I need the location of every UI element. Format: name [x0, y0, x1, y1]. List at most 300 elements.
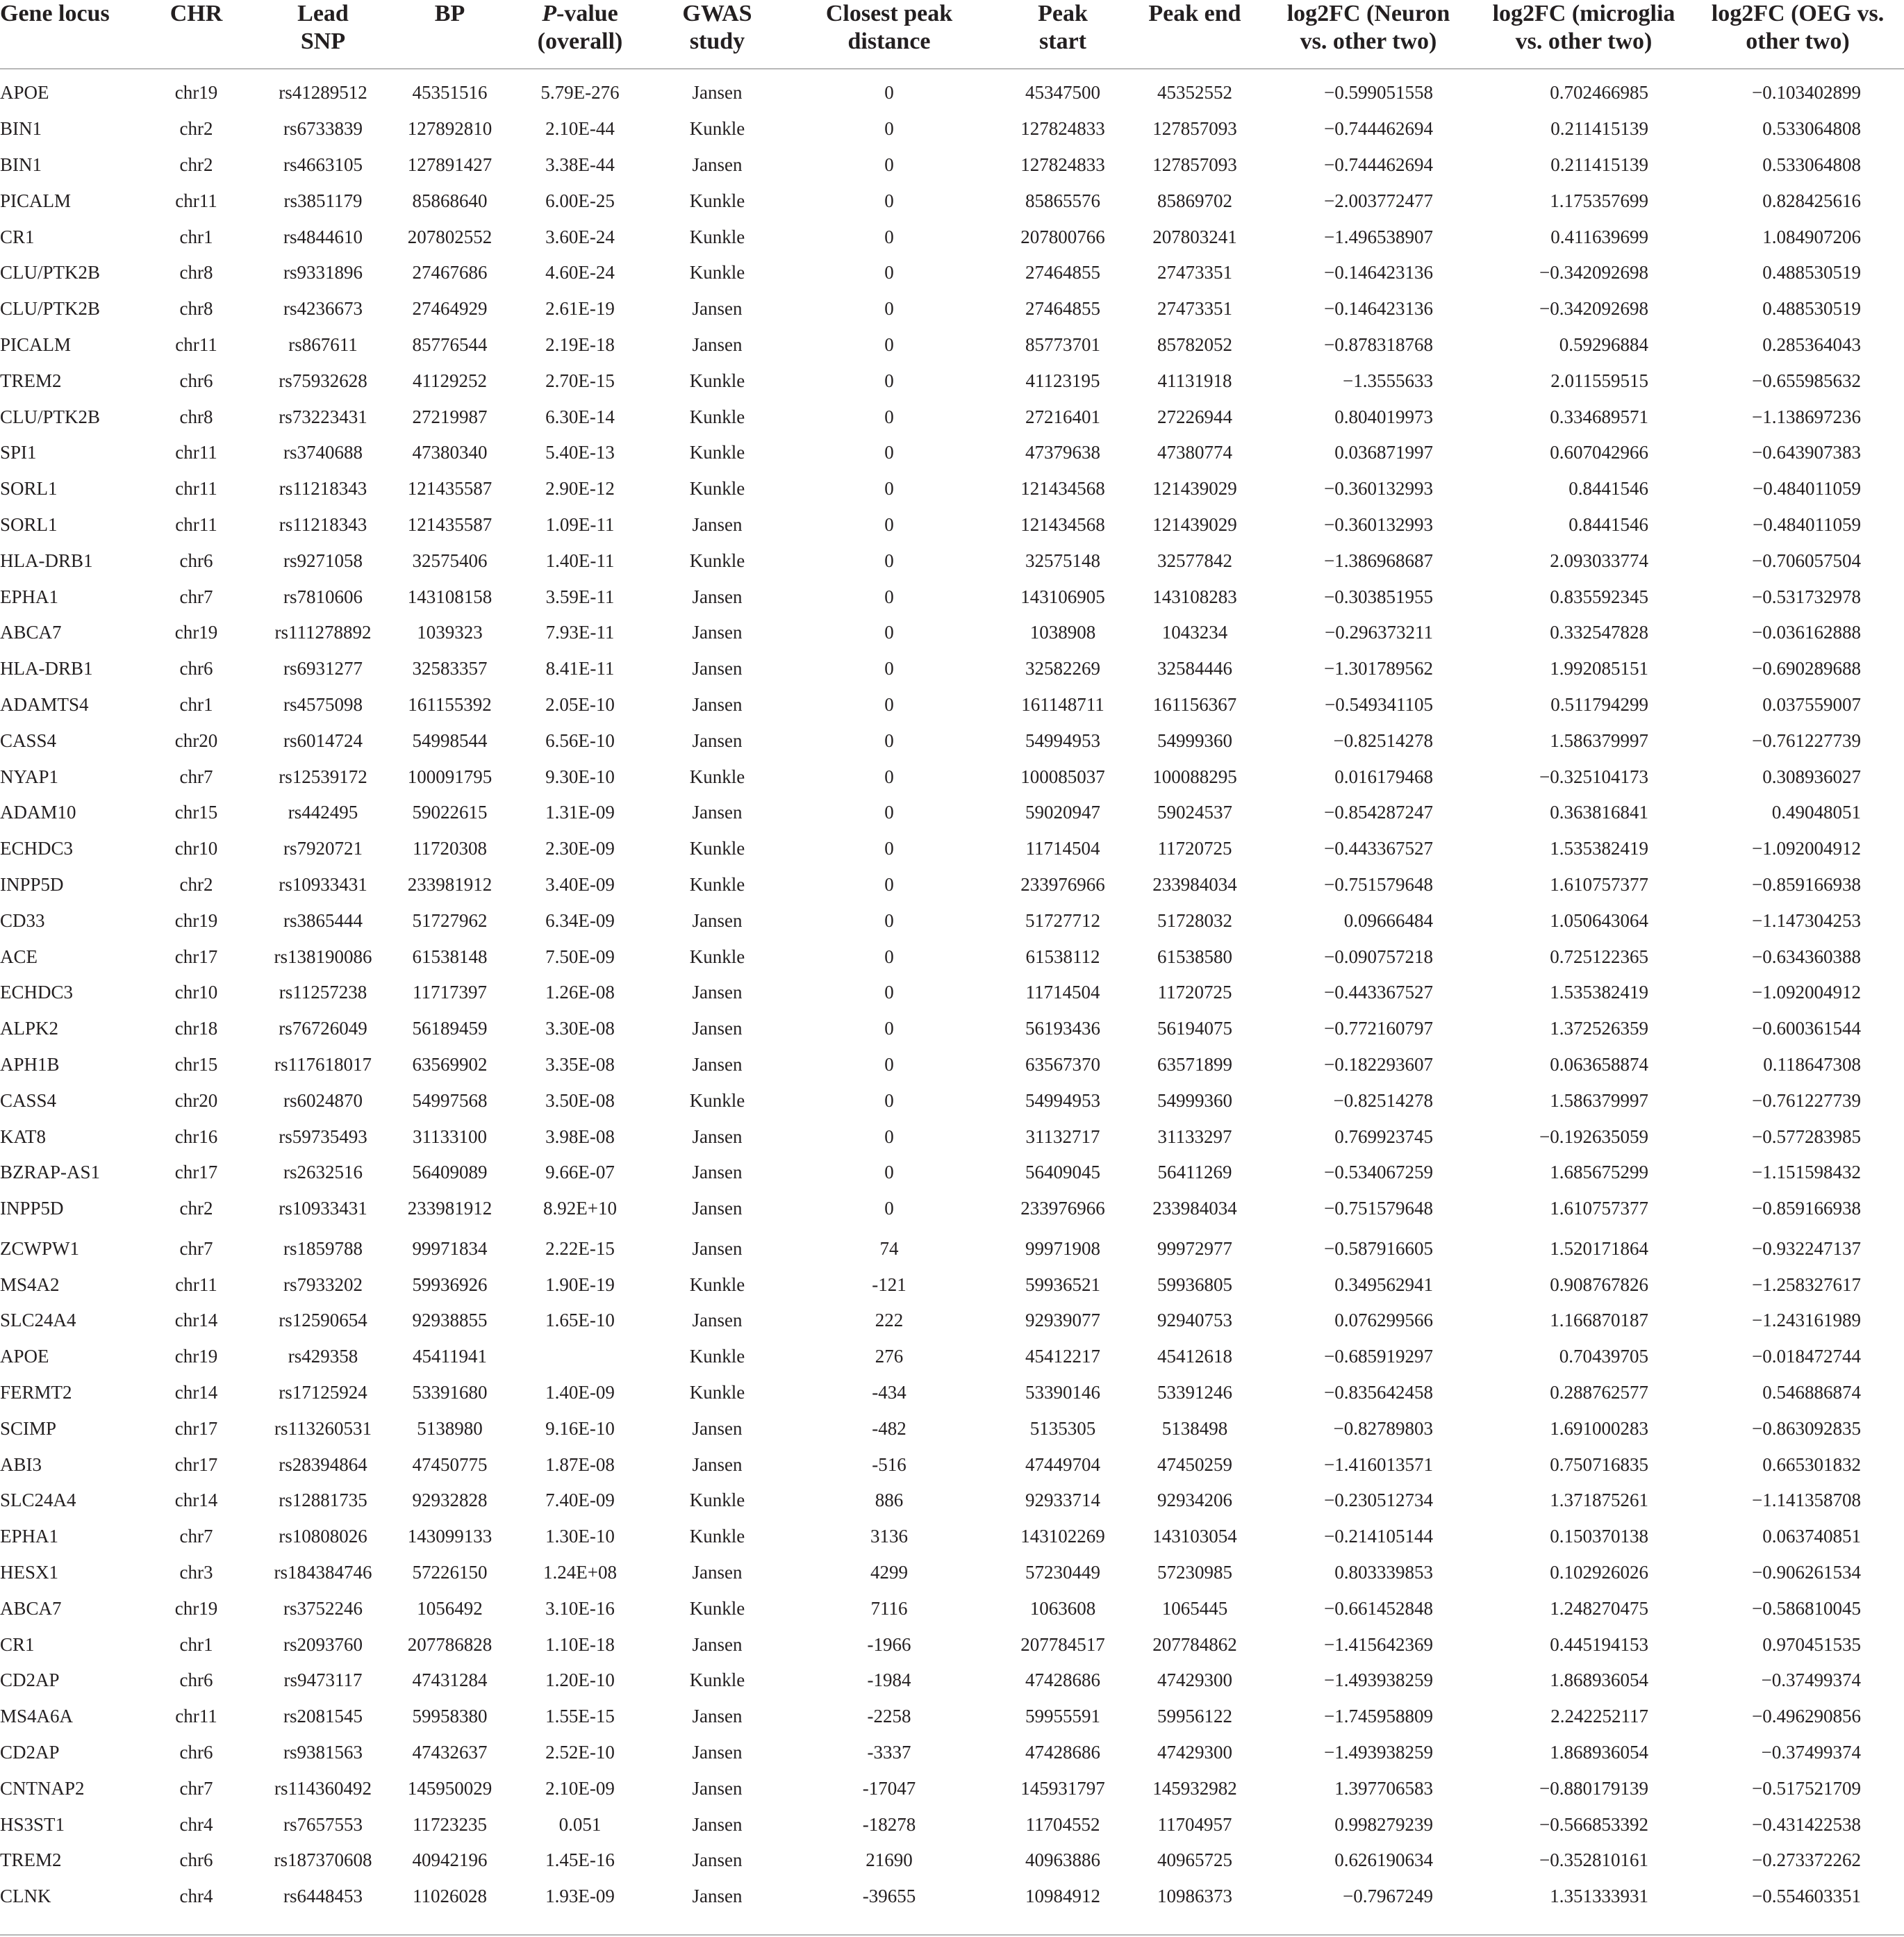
cell-bp: 54997568	[412, 1089, 488, 1111]
cell-gene-locus: SLC24A4	[0, 1310, 76, 1331]
cell-p-value: 1.65E-10	[545, 1310, 615, 1331]
cell-gwas-study: Kunkle	[689, 478, 745, 500]
cell-gwas-study: Kunkle	[689, 1526, 745, 1547]
cell-peak-end: 54999360	[1157, 1089, 1232, 1111]
cell-p-value: 8.92E+10	[543, 1198, 617, 1219]
cell-peak-end: 1065445	[1161, 1597, 1228, 1619]
cell-chr: chr6	[179, 1670, 213, 1691]
cell-peak-start: 121434568	[1020, 513, 1105, 535]
cell-gwas-study: Kunkle	[689, 190, 745, 211]
cell-log2fc-oeg: −0.690289688	[1752, 658, 1861, 679]
cell-peak-end: 59024537	[1157, 802, 1232, 823]
cell-closest-peak-distance: 0	[884, 406, 894, 427]
cell-peak-end: 85782052	[1157, 333, 1232, 355]
cell-p-value: 9.66E-07	[545, 1162, 615, 1183]
cell-log2fc-oeg: −0.643907383	[1752, 442, 1861, 463]
cell-peak-end: 10986373	[1157, 1886, 1232, 1907]
cell-gwas-study: Kunkle	[689, 838, 745, 859]
cell-closest-peak-distance: 0	[884, 370, 894, 391]
cell-lead-snp: rs28394864	[279, 1453, 367, 1475]
table-row	[0, 1735, 1904, 1771]
header-gwas-study	[653, 0, 781, 69]
cell-gwas-study: Jansen	[692, 513, 743, 535]
cell-bp: 57226150	[412, 1562, 488, 1583]
cell-log2fc-microglia: 0.211415139	[1550, 154, 1648, 175]
cell-log2fc-neuron: −2.003772477	[1324, 190, 1433, 211]
cell-log2fc-oeg: −0.655985632	[1752, 370, 1861, 391]
cell-gene-locus: BIN1	[0, 154, 42, 175]
table-row	[0, 1303, 1904, 1339]
table-row	[0, 1519, 1904, 1555]
table-row	[0, 831, 1904, 867]
cell-peak-start: 207800766	[1020, 226, 1105, 247]
cell-p-value: 3.30E-08	[545, 1018, 615, 1039]
cell-closest-peak-distance: 0	[884, 442, 894, 463]
table-row	[0, 1590, 1904, 1626]
cell-log2fc-microglia: −0.342092698	[1539, 262, 1648, 283]
cell-lead-snp: rs429358	[288, 1346, 358, 1367]
cell-chr: chr17	[174, 946, 218, 967]
cell-p-value: 4.60E-24	[545, 262, 615, 283]
cell-log2fc-oeg: 1.084907206	[1762, 226, 1861, 247]
cell-gwas-study: Kunkle	[689, 946, 745, 967]
cell-gwas-study: Kunkle	[689, 1597, 745, 1619]
table-row	[0, 1082, 1904, 1119]
cell-log2fc-neuron: −0.587916605	[1324, 1237, 1433, 1259]
cell-peak-end: 233984034	[1152, 873, 1237, 895]
table-row	[0, 147, 1904, 183]
cell-log2fc-microglia: −0.342092698	[1539, 298, 1648, 320]
cell-bp: 47432637	[412, 1742, 488, 1763]
bottom-rule	[0, 1934, 1904, 1936]
cell-gwas-study: Kunkle	[689, 873, 745, 895]
cell-bp: 92938855	[412, 1310, 488, 1331]
cell-gene-locus: TREM2	[0, 1849, 62, 1871]
cell-gene-locus: EPHA1	[0, 586, 59, 607]
cell-gene-locus: CR1	[0, 226, 35, 247]
cell-peak-end: 45352552	[1157, 82, 1232, 104]
table-row	[0, 867, 1904, 903]
table-body	[0, 69, 1904, 1915]
cell-lead-snp: rs3851179	[283, 190, 363, 211]
cell-closest-peak-distance: 0	[884, 118, 894, 140]
header-peak-start-line2: start	[1039, 28, 1086, 54]
cell-peak-end: 11720725	[1157, 982, 1232, 1003]
cell-closest-peak-distance: 0	[884, 693, 894, 715]
cell-log2fc-oeg: 0.828425616	[1762, 190, 1861, 211]
cell-gwas-study: Jansen	[692, 1310, 743, 1331]
cell-log2fc-oeg: −0.431422538	[1752, 1813, 1861, 1835]
table-row	[0, 255, 1904, 291]
cell-peak-start: 161148711	[1021, 693, 1104, 715]
cell-log2fc-microglia: 1.520171864	[1550, 1237, 1648, 1259]
cell-chr: chr19	[174, 1597, 218, 1619]
cell-chr: chr11	[175, 513, 217, 535]
cell-peak-end: 100088295	[1152, 766, 1237, 787]
cell-log2fc-neuron: 0.626190634	[1334, 1849, 1433, 1871]
cell-log2fc-microglia: 0.150370138	[1550, 1526, 1648, 1547]
cell-p-value: 9.30E-10	[545, 766, 615, 787]
table-row	[0, 687, 1904, 723]
cell-peak-end: 143108283	[1152, 586, 1237, 607]
cell-closest-peak-distance: 0	[884, 333, 894, 355]
cell-peak-start: 47428686	[1025, 1742, 1100, 1763]
cell-p-value: 5.40E-13	[545, 442, 615, 463]
cell-log2fc-neuron: −1.416013571	[1324, 1453, 1433, 1475]
cell-gwas-study: Kunkle	[689, 1274, 745, 1295]
cell-peak-start: 47379638	[1025, 442, 1100, 463]
cell-lead-snp: rs3740688	[283, 442, 363, 463]
cell-log2fc-microglia: 0.607042966	[1550, 442, 1648, 463]
header-chr-line1: CHR	[169, 1, 223, 26]
cell-bp: 143108158	[407, 586, 492, 607]
cell-p-value: 6.34E-09	[545, 909, 615, 931]
cell-chr: chr2	[179, 118, 213, 140]
cell-log2fc-oeg: 0.546886874	[1762, 1382, 1861, 1403]
table-row	[0, 327, 1904, 363]
table-row	[0, 1699, 1904, 1735]
cell-p-value: 1.31E-09	[545, 802, 615, 823]
cell-gene-locus: HESX1	[0, 1562, 59, 1583]
cell-p-value: 2.19E-18	[545, 333, 615, 355]
cell-gwas-study: Jansen	[692, 1417, 743, 1439]
cell-peak-end: 1043234	[1161, 622, 1228, 643]
cell-peak-start: 11704552	[1025, 1813, 1100, 1835]
cell-p-value: 1.09E-11	[545, 513, 615, 535]
cell-chr: chr18	[174, 1018, 218, 1039]
cell-gene-locus: ADAMTS4	[0, 693, 89, 715]
header-gene-locus-line1: Gene locus	[0, 1, 110, 26]
cell-log2fc-oeg: 0.49048051	[1771, 802, 1861, 823]
table-row	[0, 1155, 1904, 1191]
cell-gwas-study: Jansen	[692, 622, 743, 643]
cell-gwas-study: Jansen	[692, 730, 743, 751]
cell-p-value: 1.20E-10	[545, 1670, 615, 1691]
header-gene-locus	[0, 0, 139, 69]
cell-bp: 47431284	[412, 1670, 488, 1691]
cell-gwas-study: Kunkle	[689, 406, 745, 427]
cell-peak-end: 56411269	[1157, 1162, 1232, 1183]
cell-peak-start: 100085037	[1020, 766, 1105, 787]
cell-peak-end: 32584446	[1157, 658, 1232, 679]
cell-log2fc-neuron: 1.397706583	[1334, 1777, 1433, 1799]
cell-p-value: 1.10E-18	[545, 1633, 615, 1655]
cell-peak-end: 85869702	[1157, 190, 1232, 211]
cell-log2fc-neuron: 0.036871997	[1334, 442, 1433, 463]
cell-log2fc-microglia: 1.535382419	[1550, 838, 1648, 859]
cell-p-value: 2.61E-19	[545, 298, 615, 320]
cell-closest-peak-distance: 0	[884, 982, 894, 1003]
header-p-value	[507, 0, 653, 69]
cell-peak-start: 11714504	[1025, 838, 1100, 859]
table-row	[0, 1446, 1904, 1483]
cell-gene-locus: APOE	[0, 82, 49, 104]
cell-closest-peak-distance: 0	[884, 513, 894, 535]
cell-log2fc-neuron: −1.3555633	[1343, 370, 1433, 391]
cell-log2fc-microglia: 0.8441546	[1568, 513, 1648, 535]
cell-log2fc-oeg: −0.859166938	[1752, 873, 1861, 895]
cell-closest-peak-distance: 0	[884, 298, 894, 320]
cell-chr: chr6	[179, 1742, 213, 1763]
cell-lead-snp: rs4844610	[283, 226, 363, 247]
cell-gene-locus: CD2AP	[0, 1742, 60, 1763]
cell-log2fc-microglia: 1.610757377	[1550, 873, 1648, 895]
cell-chr: chr7	[179, 1237, 213, 1259]
cell-gwas-study: Kunkle	[689, 1490, 745, 1511]
cell-gwas-study: Jansen	[692, 982, 743, 1003]
cell-peak-start: 11714504	[1025, 982, 1100, 1003]
cell-lead-snp: rs10933431	[279, 873, 367, 895]
cell-peak-start: 92939077	[1025, 1310, 1100, 1331]
cell-peak-start: 54994953	[1025, 730, 1100, 751]
cell-peak-end: 41131918	[1157, 370, 1232, 391]
cell-chr: chr14	[174, 1310, 218, 1331]
cell-peak-end: 32577842	[1157, 550, 1232, 571]
cell-peak-start: 51727712	[1025, 909, 1100, 931]
cell-log2fc-neuron: −0.744462694	[1324, 154, 1433, 175]
cell-gene-locus: CLNK	[0, 1886, 51, 1907]
cell-closest-peak-distance: 0	[884, 550, 894, 571]
cell-peak-end: 53391246	[1157, 1382, 1232, 1403]
cell-closest-peak-distance: -1984	[867, 1670, 911, 1691]
cell-gene-locus: SLC24A4	[0, 1490, 76, 1511]
cell-gene-locus: SPI1	[0, 442, 37, 463]
cell-lead-snp: rs867611	[288, 333, 358, 355]
cell-log2fc-neuron: −0.214105144	[1324, 1526, 1433, 1547]
cell-peak-end: 143103054	[1152, 1526, 1237, 1547]
cell-log2fc-neuron: −0.443367527	[1324, 982, 1433, 1003]
cell-log2fc-neuron: −0.82789803	[1333, 1417, 1433, 1439]
cell-chr: chr2	[179, 154, 213, 175]
cell-peak-end: 57230985	[1157, 1562, 1232, 1583]
cell-closest-peak-distance: 0	[884, 190, 894, 211]
cell-peak-end: 161156367	[1152, 693, 1237, 715]
cell-log2fc-microglia: 2.093033774	[1550, 550, 1648, 571]
cell-closest-peak-distance: -1966	[867, 1633, 911, 1655]
table-row	[0, 1663, 1904, 1699]
cell-log2fc-neuron: −0.599051558	[1324, 82, 1433, 104]
header-peak-end	[1129, 0, 1261, 69]
cell-log2fc-microglia: 1.535382419	[1550, 982, 1648, 1003]
cell-log2fc-neuron: −0.7967249	[1343, 1886, 1433, 1907]
cell-gwas-study: Jansen	[692, 1562, 743, 1583]
cell-closest-peak-distance: -2258	[867, 1706, 911, 1727]
cell-log2fc-oeg: −1.092004912	[1752, 838, 1861, 859]
cell-chr: chr11	[175, 478, 217, 500]
cell-closest-peak-distance: 222	[875, 1310, 904, 1331]
table-row	[0, 291, 1904, 327]
cell-peak-start: 47449704	[1025, 1453, 1100, 1475]
cell-chr: chr17	[174, 1453, 218, 1475]
cell-log2fc-microglia: 1.372526359	[1550, 1018, 1648, 1039]
cell-bp: 11723235	[413, 1813, 487, 1835]
cell-log2fc-neuron: −0.146423136	[1324, 262, 1433, 283]
cell-lead-snp: rs3865444	[283, 909, 363, 931]
cell-lead-snp: rs7933202	[283, 1274, 363, 1295]
cell-peak-end: 59956122	[1157, 1706, 1232, 1727]
cell-chr: chr6	[179, 370, 213, 391]
cell-lead-snp: rs3752246	[283, 1597, 363, 1619]
cell-peak-end: 11720725	[1157, 838, 1232, 859]
cell-peak-end: 54999360	[1157, 730, 1232, 751]
cell-log2fc-oeg: −0.517521709	[1752, 1777, 1861, 1799]
cell-bp: 51727962	[412, 909, 488, 931]
header-log2fc-neuron	[1261, 0, 1476, 69]
cell-log2fc-microglia: −0.566853392	[1539, 1813, 1648, 1835]
cell-peak-end: 47380774	[1157, 442, 1232, 463]
table-row	[0, 111, 1904, 147]
table-row	[0, 1047, 1904, 1083]
cell-bp: 61538148	[412, 946, 488, 967]
table-row	[0, 399, 1904, 435]
cell-peak-start: 127824833	[1020, 118, 1105, 140]
header-bp	[392, 0, 507, 69]
cell-peak-end: 11704957	[1157, 1813, 1232, 1835]
cell-gene-locus: FERMT2	[0, 1382, 72, 1403]
cell-log2fc-neuron: −0.303851955	[1324, 586, 1433, 607]
table-row	[0, 1227, 1904, 1267]
cell-lead-snp: rs41289512	[279, 82, 367, 104]
cell-gene-locus: ABCA7	[0, 622, 62, 643]
cell-gene-locus: CNTNAP2	[0, 1777, 85, 1799]
cell-log2fc-microglia: 0.702466985	[1550, 82, 1648, 104]
cell-log2fc-neuron: 0.349562941	[1334, 1274, 1433, 1295]
table-row	[0, 1843, 1904, 1879]
table-row	[0, 1011, 1904, 1047]
cell-log2fc-neuron: −0.443367527	[1324, 838, 1433, 859]
cell-log2fc-oeg: 0.285364043	[1762, 333, 1861, 355]
cell-peak-start: 85865576	[1025, 190, 1100, 211]
cell-bp: 1056492	[417, 1597, 483, 1619]
cell-p-value: 3.59E-11	[545, 586, 615, 607]
cell-gene-locus: NYAP1	[0, 766, 59, 787]
cell-lead-snp: rs6024870	[283, 1089, 363, 1111]
cell-closest-peak-distance: 0	[884, 154, 894, 175]
cell-log2fc-oeg: −0.906261534	[1752, 1562, 1861, 1583]
cell-log2fc-neuron: −0.878318768	[1324, 333, 1433, 355]
cell-chr: chr3	[179, 1562, 213, 1583]
table-row	[0, 1626, 1904, 1663]
cell-chr: chr11	[175, 333, 217, 355]
cell-peak-end: 27226944	[1157, 406, 1232, 427]
cell-peak-end: 31133297	[1157, 1126, 1232, 1147]
cell-closest-peak-distance: 276	[875, 1346, 904, 1367]
cell-lead-snp: rs117618017	[274, 1053, 372, 1075]
cell-p-value: 6.30E-14	[545, 406, 615, 427]
cell-log2fc-microglia: 0.835592345	[1550, 586, 1648, 607]
cell-lead-snp: rs4236673	[283, 298, 363, 320]
cell-closest-peak-distance: -39655	[862, 1886, 916, 1907]
cell-log2fc-microglia: 2.242252117	[1550, 1706, 1648, 1727]
cell-log2fc-microglia: 1.248270475	[1550, 1597, 1648, 1619]
cell-peak-start: 92933714	[1025, 1490, 1100, 1511]
cell-closest-peak-distance: 886	[875, 1490, 904, 1511]
cell-lead-snp: rs4663105	[283, 154, 363, 175]
cell-bp: 47380340	[412, 442, 488, 463]
cell-peak-start: 207784517	[1020, 1633, 1105, 1655]
cell-p-value: 3.40E-09	[545, 873, 615, 895]
cell-log2fc-microglia: 1.371875261	[1550, 1490, 1648, 1511]
cell-closest-peak-distance: 0	[884, 622, 894, 643]
cell-gene-locus: BZRAP-AS1	[0, 1162, 101, 1183]
cell-closest-peak-distance: 0	[884, 1126, 894, 1147]
cell-closest-peak-distance: 0	[884, 478, 894, 500]
cell-peak-end: 121439029	[1152, 478, 1237, 500]
cell-log2fc-microglia: 0.8441546	[1568, 478, 1648, 500]
cell-gwas-study: Jansen	[692, 802, 743, 823]
cell-bp: 11026028	[413, 1886, 487, 1907]
cell-gwas-study: Kunkle	[689, 1670, 745, 1691]
header-peak-end-line1: Peak end	[1148, 1, 1241, 26]
cell-log2fc-microglia: −0.192635059	[1539, 1126, 1648, 1147]
cell-gwas-study: Jansen	[692, 1198, 743, 1219]
header-log2fc-microglia-line1: log2FC (microglia	[1492, 1, 1675, 26]
cell-p-value: 3.50E-08	[545, 1089, 615, 1111]
cell-p-value: 1.30E-10	[545, 1526, 615, 1547]
cell-gene-locus: APOE	[0, 1346, 49, 1367]
cell-log2fc-microglia: 1.610757377	[1550, 1198, 1648, 1219]
cell-peak-start: 1063608	[1029, 1597, 1096, 1619]
cell-chr: chr14	[174, 1382, 218, 1403]
cell-log2fc-oeg: 0.488530519	[1762, 298, 1861, 320]
cell-log2fc-neuron: −0.534067259	[1324, 1162, 1433, 1183]
cell-closest-peak-distance: 0	[884, 946, 894, 967]
cell-p-value	[507, 1339, 653, 1375]
cell-p-value: 9.16E-10	[545, 1417, 615, 1439]
cell-log2fc-microglia: 0.750716835	[1550, 1453, 1648, 1475]
header-log2fc-microglia	[1476, 0, 1691, 69]
cell-log2fc-microglia: 1.175357699	[1550, 190, 1648, 211]
cell-closest-peak-distance: 0	[884, 802, 894, 823]
cell-gene-locus: PICALM	[0, 333, 72, 355]
cell-bp: 207786828	[407, 1633, 492, 1655]
cell-p-value: 2.70E-15	[545, 370, 615, 391]
cell-log2fc-neuron: −0.182293607	[1324, 1053, 1433, 1075]
cell-log2fc-microglia: −0.325104173	[1539, 766, 1648, 787]
cell-log2fc-oeg: −0.018472744	[1752, 1346, 1861, 1367]
cell-log2fc-microglia: 1.166870187	[1550, 1310, 1648, 1331]
cell-peak-start: 54994953	[1025, 1089, 1100, 1111]
cell-gene-locus: ABI3	[0, 1453, 42, 1475]
cell-p-value: 1.93E-09	[545, 1886, 615, 1907]
cell-log2fc-oeg: −0.706057504	[1752, 550, 1861, 571]
header-log2fc-microglia-line2: vs. other two)	[1515, 28, 1653, 54]
cell-chr: chr19	[174, 622, 218, 643]
cell-bp: 32583357	[412, 658, 488, 679]
cell-chr: chr15	[174, 1053, 218, 1075]
cell-peak-start: 27464855	[1025, 298, 1100, 320]
cell-log2fc-microglia: 0.063658874	[1550, 1053, 1648, 1075]
cell-log2fc-oeg: 0.037559007	[1762, 693, 1861, 715]
cell-log2fc-oeg: −0.761227739	[1752, 1089, 1861, 1111]
cell-lead-snp: rs2081545	[283, 1706, 363, 1727]
cell-bp: 127891427	[407, 154, 492, 175]
cell-peak-end: 5138498	[1161, 1417, 1228, 1439]
cell-gwas-study: Jansen	[692, 298, 743, 320]
cell-log2fc-neuron: 0.803339853	[1334, 1562, 1433, 1583]
cell-lead-snp: rs76726049	[279, 1018, 367, 1039]
cell-gwas-study: Kunkle	[689, 550, 745, 571]
cell-peak-start: 45347500	[1025, 82, 1100, 104]
header-log2fc-oeg-line2: other two)	[1746, 28, 1850, 54]
cell-log2fc-oeg: −0.634360388	[1752, 946, 1861, 967]
cell-gwas-study: Jansen	[692, 1742, 743, 1763]
cell-lead-snp: rs11218343	[279, 513, 367, 535]
cell-p-value: 1.26E-08	[545, 982, 615, 1003]
cell-closest-peak-distance: 0	[884, 262, 894, 283]
cell-lead-snp: rs7920721	[283, 838, 363, 859]
header-log2fc-neuron-line1: log2FC (Neuron	[1286, 1, 1450, 26]
